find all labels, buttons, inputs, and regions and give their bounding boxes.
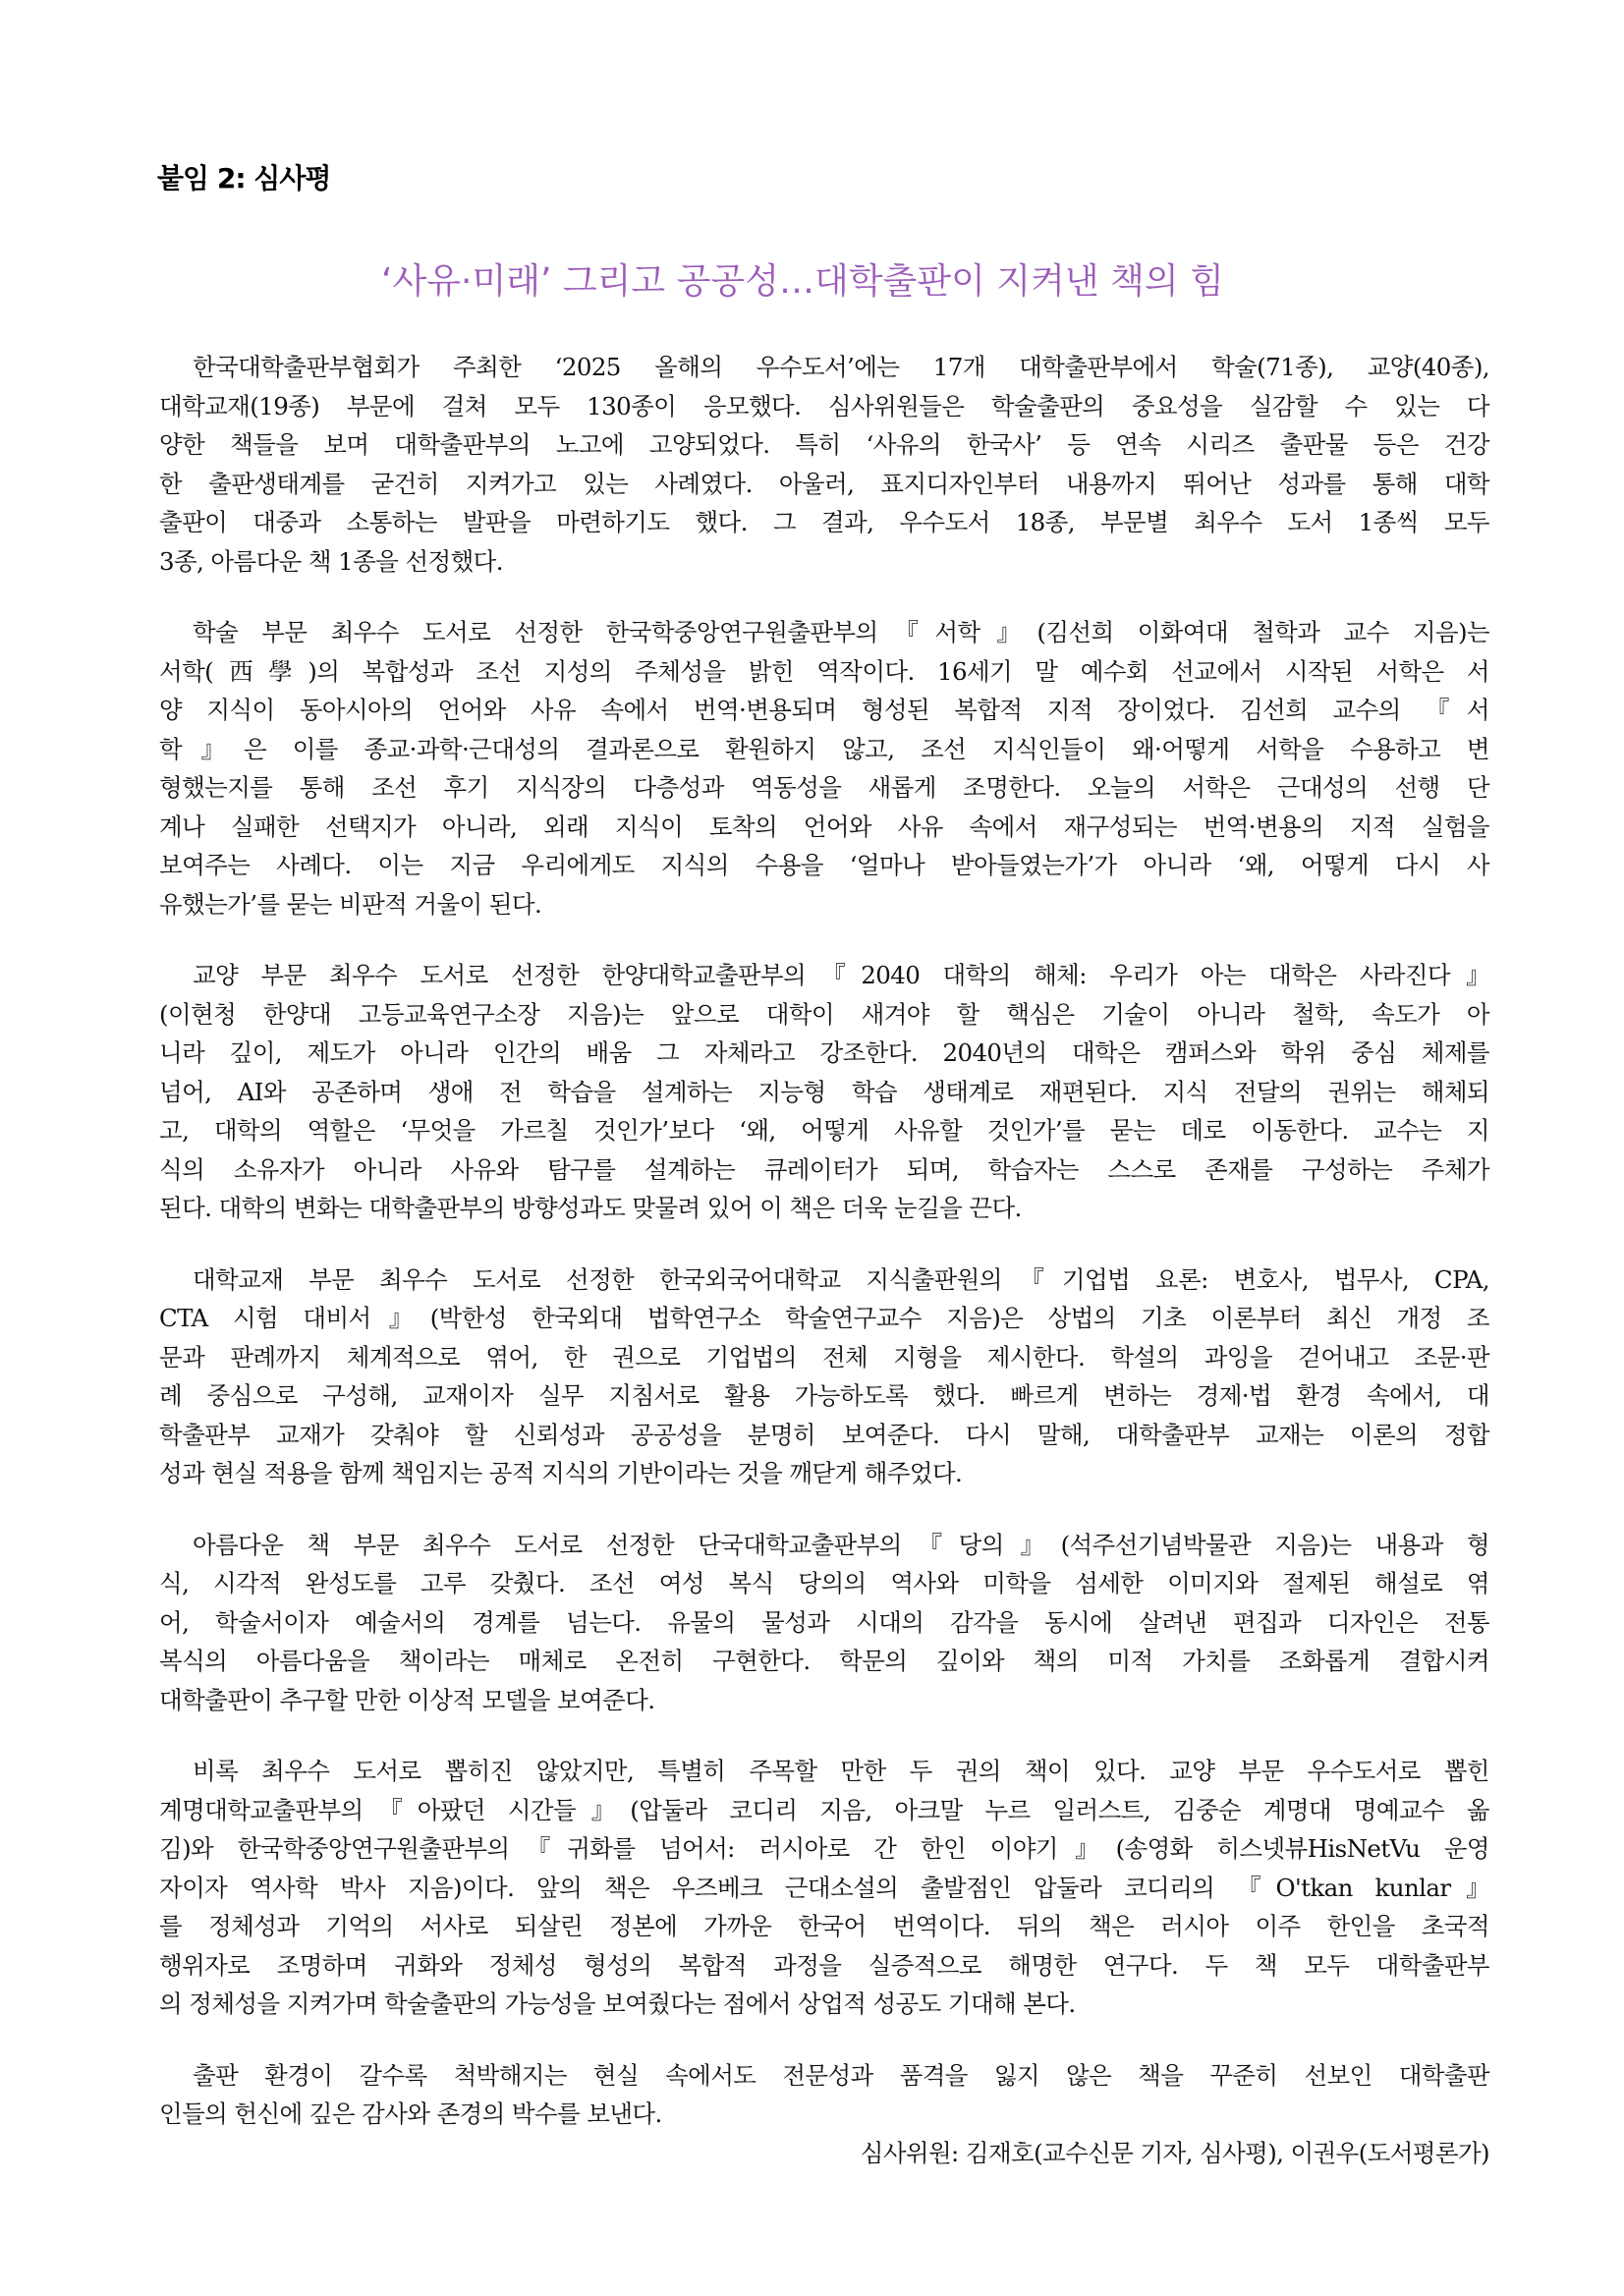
review-body [159, 348, 1489, 2172]
text-line: 한 출판생태계를 굳건히 지켜가고 있는 사례였다. 아울러, 표지디자인부터 내용까지 뛰어난 성과를 통해 대학 [159, 469, 1489, 498]
text-line: 계나 실패한 선택지가 아니라, 외래 지식이 토착의 언어와 사유 속에서 재구성되는 번역·변용의 지적 실험을 [159, 812, 1489, 841]
text-line: 복식의 아름다움을 책이라는 매체로 온전히 구현한다. 학문의 깊이와 책의 미적 가치를 조화롭게 결합시켜 [159, 1647, 1489, 1675]
text-line: 3종, 아름다운 책 1종을 선정했다. [159, 546, 503, 576]
text-line: 식의 소유자가 아니라 사유와 탐구를 설계하는 큐레이터가 되며, 학습자는 스스로 존재를 구성하는 주체가 [159, 1154, 1489, 1184]
paragraph-notable-books [159, 1752, 1489, 2024]
text-line: 어, 학술서이자 예술서의 경계를 넘는다. 유물의 물성과 시대의 감각을 동시에 살려낸 편집과 디자인은 전통 [159, 1607, 1489, 1637]
paragraph-beautiful-book-award [159, 1526, 1489, 1720]
attachment-heading: 붙임 2: 심사평 [157, 162, 331, 195]
text-line: 양 지식이 동아시아의 언어와 사유 속에서 번역·변용되며 형성된 복합적 지적 장이었다. 김선희 교수의 『서 [159, 696, 1489, 724]
text-line: 출판이 대중과 소통하는 발판을 마련하기도 했다. 그 결과, 우수도서 18종, 부문별 최우수 도서 1종씩 모두 [159, 508, 1489, 536]
text-line: 된다. 대학의 변화는 대학출판부의 방향성과도 맞물려 있어 이 책은 더욱 눈길을 끈다. [159, 1194, 1022, 1222]
text-line: 학출판부 교재가 갖춰야 할 신뢰성과 공공성을 분명히 보여준다. 다시 말해, 대학출판부 교재는 이론의 정합 [159, 1420, 1489, 1449]
text-line: 대학출판이 추구할 만한 이상적 모델을 보여준다. [159, 1685, 655, 1714]
text-line: 한국대학출판부협회가 주최한 ‘2025 올해의 우수도서’에는 17개 대학출판부에서 학술(71종), 교양(40종), [193, 353, 1489, 381]
text-line: 고, 대학의 역할은 ‘무엇을 가르칠 것인가’보다 ‘왜, 어떻게 사유할 것인가’를 묻는 데로 이동한다. 교수는 지 [159, 1116, 1489, 1145]
text-line: 를 정체성과 기억의 서사로 되살린 정본에 가까운 한국어 번역이다. 뒤의 책은 러시아 이주 한인을 초국적 [159, 1912, 1489, 1940]
text-line: 서학(西學)의 복합성과 조선 지성의 주체성을 밝힌 역작이다. 16세기 말 예수회 선교에서 시작된 서학은 서 [159, 656, 1489, 686]
text-line: 김)와 한국학중앙연구원출판부의『귀화를 넘어서: 러시아로 간 한인 이야기』(송영화 히스넷뷰HisNetVu 운영 [159, 1834, 1489, 1863]
text-line: 계명대학교출판부의『아팠던 시간들』(압둘라 코디리 지음, 아크말 누르 일러스트, 김중순 계명대 명예교수 옮 [159, 1795, 1489, 1824]
text-line: 학』은 이를 종교·과학·근대성의 결과론으로 환원하지 않고, 조선 지식인들이 왜·어떻게 서학을 수용하고 변 [159, 734, 1489, 763]
text-line: 성과 현실 적용을 함께 책임지는 공적 지식의 기반이라는 것을 깨닫게 해주었다. [159, 1459, 963, 1487]
text-line: 례 중심으로 구성해, 교재이자 실무 지침서로 활용 가능하도록 했다. 빠르게 변하는 경제·법 환경 속에서, 대 [159, 1381, 1489, 1410]
text-line: 의 정체성을 지켜가며 학술출판의 가능성을 보여줬다는 점에서 상업적 성공도 기대해 본다. [159, 1989, 1076, 2018]
paragraph-textbook-award [159, 1260, 1489, 1493]
paragraph-academic-award [159, 613, 1489, 924]
paragraph-overview [159, 348, 1489, 581]
review-title: ‘사유·미래’ 그리고 공공성…대학출판이 지켜낸 책의 힘 [381, 261, 1224, 302]
text-line: 보여주는 사례다. 이는 지금 우리에게도 지식의 수용을 ‘얼마나 받아들였는가’가 아니라 ‘왜, 어떻게 다시 사 [159, 851, 1489, 879]
text-line: 넘어, AI와 공존하며 생애 전 학습을 설계하는 지능형 학습 생태계로 재편된다. 지식 전달의 권위는 해체되 [159, 1077, 1489, 1106]
paragraph-liberal-arts-award [159, 956, 1489, 1228]
text-line: 대학교재 부문 최우수 도서로 선정한 한국외국어대학교 지식출판원의『기업법 요론: 변호사, 법무사, CPA, [193, 1264, 1489, 1294]
text-line: 양한 책들을 보며 대학출판부의 노고에 고양되었다. 특히 ‘사유의 한국사’ 등 연속 시리즈 출판물 등은 건강 [159, 430, 1489, 459]
text-line: 니라 깊이, 제도가 아니라 인간의 배움 그 자체라고 강조한다. 2040년의 대학은 캠퍼스와 학위 중심 체제를 [159, 1038, 1489, 1067]
paragraph-closing [159, 2056, 1489, 2134]
text-line: 행위자로 조명하며 귀화와 정체성 형성의 복합적 과정을 실증적으로 해명한 연구다. 두 책 모두 대학출판부 [159, 1950, 1489, 1980]
text-line: 식, 시각적 완성도를 고루 갖췄다. 조선 여성 복식 당의의 역사와 미학을 섬세한 이미지와 절제된 해설로 엮 [159, 1569, 1489, 1597]
text-line: 문과 판례까지 체계적으로 엮어, 한 권으로 기업법의 전체 지형을 제시한다. 학설의 과잉을 걷어내고 조문·판 [159, 1342, 1489, 1372]
text-line: 유했는가’를 묻는 비판적 거울이 된다. [159, 889, 542, 919]
text-line: 출판 환경이 갈수록 척박해지는 현실 속에서도 전문성과 품격을 잃지 않은 책을 꾸준히 선보인 대학출판 [193, 2060, 1489, 2090]
text-line: 아름다운 책 부문 최우수 도서로 선정한 단국대학교출판부의『당의』(석주선기념박물관 지음)는 내용과 형 [193, 1530, 1489, 1559]
text-line: CTA 시험 대비서』(박한성 한국외대 법학연구소 학술연구교수 지음)은 상법의 기초 이론부터 최신 개정 조 [159, 1304, 1489, 1332]
text-line: 교양 부문 최우수 도서로 선정한 한양대학교출판부의『2040 대학의 해체: 우리가 아는 대학은 사라진다』 [193, 961, 1489, 989]
reviewers-signature: 심사위원: 김재호(교수신문 기자, 심사평), 이권우(도서평론가) [860, 2138, 1489, 2167]
text-line: 인들의 헌신에 깊은 감사와 존경의 박수를 보낸다. [159, 2100, 662, 2128]
text-line: (이현청 한양대 고등교육연구소장 지음)는 앞으로 대학이 새겨야 할 핵심은 기술이 아니라 철학, 속도가 아 [159, 999, 1489, 1029]
text-line: 대학교재(19종) 부문에 걸쳐 모두 130종이 응모했다. 심사위원들은 학술출판의 중요성을 실감할 수 있는 다 [159, 391, 1489, 420]
text-line: 자이자 역사학 박사 지음)이다. 앞의 책은 우즈베크 근대소설의 출발점인 압둘라 코디리의 『O'tkan kunlar』 [159, 1873, 1489, 1902]
text-line: 학술 부문 최우수 도서로 선정한 한국학중앙연구원출판부의『서학』(김선희 이화여대 철학과 교수 지음)는 [193, 618, 1489, 646]
text-line: 형했는지를 통해 조선 후기 지식장의 다층성과 역동성을 새롭게 조명한다. 오늘의 서학은 근대성의 선행 단 [159, 773, 1489, 802]
text-line: 비록 최우수 도서로 뽑히진 않았지만, 특별히 주목할 만한 두 권의 책이 있다. 교양 부문 우수도서로 뽑힌 [193, 1757, 1489, 1785]
